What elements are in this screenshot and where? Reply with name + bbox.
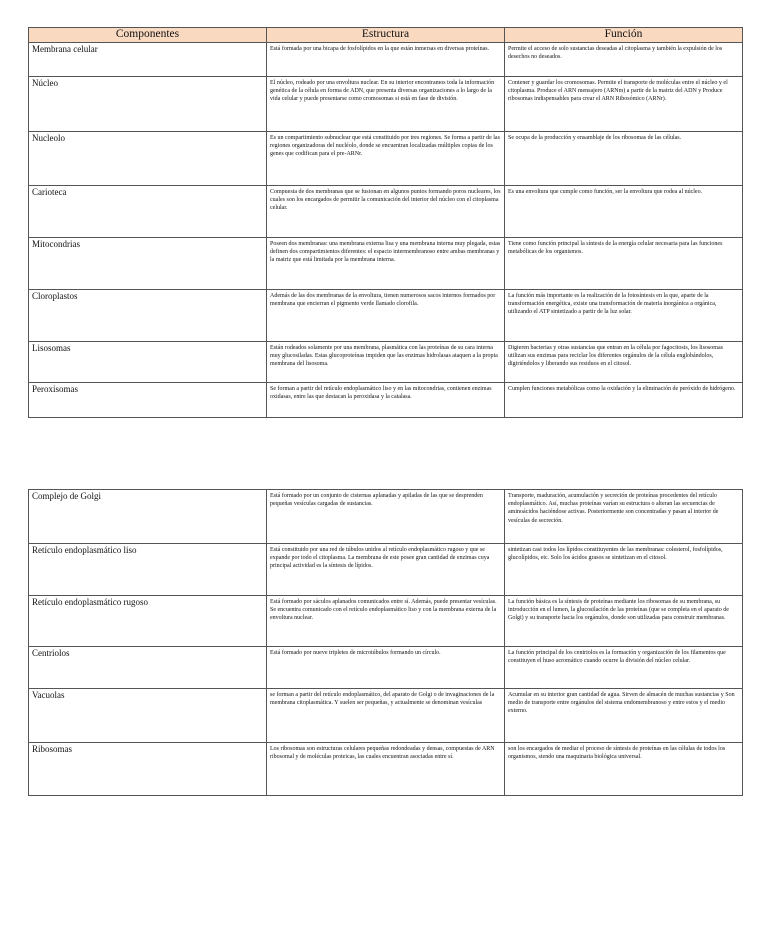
- component-structure: Están rodeados solamente por una membrana, plasmática con las proteínas de su cara interna muy glucosiladas. Estas glucoproteínas impiden que las enzimas hidrolasas ataquen a la propia membrana del lisosoma.: [267, 342, 505, 383]
- component-structure: Está formado por sáculos aplanados comunicados entre sí. Además, puede presentar vesículas. Se encuentra comunicado con el retículo endoplasmático liso y con la membrana externa de la envoltura nuclear.: [267, 596, 505, 647]
- component-function: La función más importante es la realización de la fotosíntesis en la que, aparte de la transformación energética, existe una transformación de materia inorgánica a orgánica, utilizando el ATP sintetizado a partir de la luz solar.: [505, 290, 743, 342]
- table-row: [29, 186, 743, 238]
- component-structure: Está formada por una bicapa de fosfolípidos en la que están inmersas en diversas proteínas.: [267, 43, 505, 77]
- component-function: sintetizan casi todos los lípidos constituyentes de las membranas: colesterol, fosfolípidos, glucolípidos, etc. Solo los ácidos grasos se sintetizan en el citosol.: [505, 544, 743, 596]
- component-function: Se ocupa de la producción y ensamblaje de los ribosomas de las células.: [505, 132, 743, 186]
- component-structure: Los ribosomas son estructuras celulares pequeñas redondeadas y densas, compuestas de ARN ribosomal y de moléculas proteicas, las cuales encuentran asociadas entre sí.: [267, 743, 505, 796]
- component-name: Mitocondrias: [29, 238, 267, 290]
- header-componentes: Componentes: [29, 28, 267, 43]
- component-function: Permite el acceso de solo sustancias deseadas al citoplasma y también la expulsión de los desechos no deseados.: [505, 43, 743, 77]
- table-row: [29, 647, 743, 689]
- component-name: Ribosomas: [29, 743, 267, 796]
- component-structure: se forman a partir del retículo endoplasmático, del aparato de Golgi o de invaginaciones de la membrana citoplasmática. Y suelen ser pequeñas, y actualmente se denominan vesículas: [267, 689, 505, 743]
- table-row: [29, 689, 743, 743]
- table-row: [29, 238, 743, 290]
- component-structure: Compuesta de dos membranas que se fusionan en algunos puntos formando poros nucleares, los cuales son los encargados de permitir la comunicación del interior del núcleo con el citoplasma celular.: [267, 186, 505, 238]
- component-structure: El núcleo, rodeado por una envoltura nuclear. En su interior encontramos toda la información genética de la célula en forma de ADN, que presenta diversas organizaciones a lo largo de la vida celular y puede presentarse como cromosomas si está en fase de división.: [267, 77, 505, 132]
- component-structure: Poseen dos membranas: una membrana externa lisa y una membrana interna muy plegada, estas definen dos compartimientos diferentes: el espacio intermembranoso entre ambas membranas y la matriz que está limitada por la membrana interna.: [267, 238, 505, 290]
- component-function: La función principal de los centriolos es la formación y organización de los filamentos que constituyen el huso acromático cuando ocurre la división del núcleo celular.: [505, 647, 743, 689]
- table-header-row: [29, 28, 743, 43]
- table-row: [29, 132, 743, 186]
- component-name: Membrana celular: [29, 43, 267, 77]
- table-row: [29, 290, 743, 342]
- cell-components-table-2: [28, 489, 743, 796]
- component-name: Lisosomas: [29, 342, 267, 383]
- component-name: Vacuolas: [29, 689, 267, 743]
- component-structure: Se forman a partir del retículo endoplasmático liso y en las mitocondrias, contienen enzimas oxidasas, entre las que destacan la peroxidasa y la catalasa.: [267, 383, 505, 418]
- component-name: Peroxisomas: [29, 383, 267, 418]
- component-function: La función básica es la síntesis de proteínas mediante los ribosomas de su membrana, su introducción en el lumen, la glucosilación de las proteínas (que se completa en el aparato de Golgi) y su transporte hacia los orgánulos, donde son utilizadas para construir membranas.: [505, 596, 743, 647]
- table-row: [29, 77, 743, 132]
- component-structure: Es un compartimiento subnuclear que está constituido por tres regiones. Se forma a partir de las regiones organizadoras del nucléolo, donde se encuentran localizadas múltiples copias de los genes que codifican para el pre-ARNr.: [267, 132, 505, 186]
- component-function: Cumplen funciones metabólicas como la oxidación y la eliminación de peróxido de hidrógeno.: [505, 383, 743, 418]
- component-function: Acumular en su interior gran cantidad de agua. Sirven de almacén de muchas sustancias y Son medio de transporte entre orgánulos del sistema endomembranoso y entre estos y el medio externo.: [505, 689, 743, 743]
- cell-components-table-1: [28, 27, 743, 418]
- component-structure: Además de las dos membranas de la envoltura, tienen numerosos sacos internos formados por membrana que encierran el pigmento verde llamado clorofila.: [267, 290, 505, 342]
- table-row: [29, 544, 743, 596]
- component-name: Núcleo: [29, 77, 267, 132]
- component-name: Complejo de Golgi: [29, 490, 267, 544]
- component-structure: Está constituido por una red de túbulos unidos al retículo endoplasmático rugoso y que se expande por todo el citoplasma. La membrana de este posee gran cantidad de enzimas cuya principal actividad es la síntesis de lípidos.: [267, 544, 505, 596]
- table-row: [29, 596, 743, 647]
- component-structure: Está formado por nueve tripletes de microtúbulos formando un círculo.: [267, 647, 505, 689]
- component-structure: Está formado por un conjunto de cisternas aplanadas y apiladas de las que se desprenden pequeñas vesículas cargadas de sustancias.: [267, 490, 505, 544]
- header-estructura: Estructura: [267, 28, 505, 43]
- table-row: [29, 743, 743, 796]
- component-name: Centriolos: [29, 647, 267, 689]
- component-name: Retículo endoplasmático rugoso: [29, 596, 267, 647]
- component-function: Digieren bacterias y otras sustancias que entran en la célula por fagocitosis, los lisosomas utilizan sus enzimas para reciclar los diferentes orgánulos de la célula englobándolos, digiriéndolos y liberando sus residuos en el citosol.: [505, 342, 743, 383]
- table-row: [29, 490, 743, 544]
- component-name: Carioteca: [29, 186, 267, 238]
- table-row: [29, 342, 743, 383]
- component-function: Es una envoltura que cumple como función, ser la envoltura que rodea al núcleo.: [505, 186, 743, 238]
- header-funcion: Función: [505, 28, 743, 43]
- table-row: [29, 383, 743, 418]
- component-function: son los encargados de mediar el proceso de síntesis de proteínas en las células de todos los organismos, siendo una maquinaria biológica universal.: [505, 743, 743, 796]
- component-name: Cloroplastos: [29, 290, 267, 342]
- component-name: Nucleolo: [29, 132, 267, 186]
- table-row: [29, 43, 743, 77]
- component-function: Tiene como función principal la síntesis de la energía celular necesaria para las funciones metabólicas de los organismos.: [505, 238, 743, 290]
- component-name: Retículo endoplasmático liso: [29, 544, 267, 596]
- component-function: Transporte, maduración, acumulación y secreción de proteínas procedentes del retículo endoplasmático. Así, muchas proteínas varían su estructura o alteran las secuencias de aminoácidos haciéndose activas. Posteriormente son concentradas y pasan al interior de vesículas de secreción.: [505, 490, 743, 544]
- component-function: Contener y guardar los cromosomas. Permite el transporte de moléculas entre el núcleo y el citoplasma. Produce el ARN mensajero (ARNm) a partir de la matriz del ADN y Produce ribosomas indispensables para crear el ARN Ribosómico (ARNr).: [505, 77, 743, 132]
